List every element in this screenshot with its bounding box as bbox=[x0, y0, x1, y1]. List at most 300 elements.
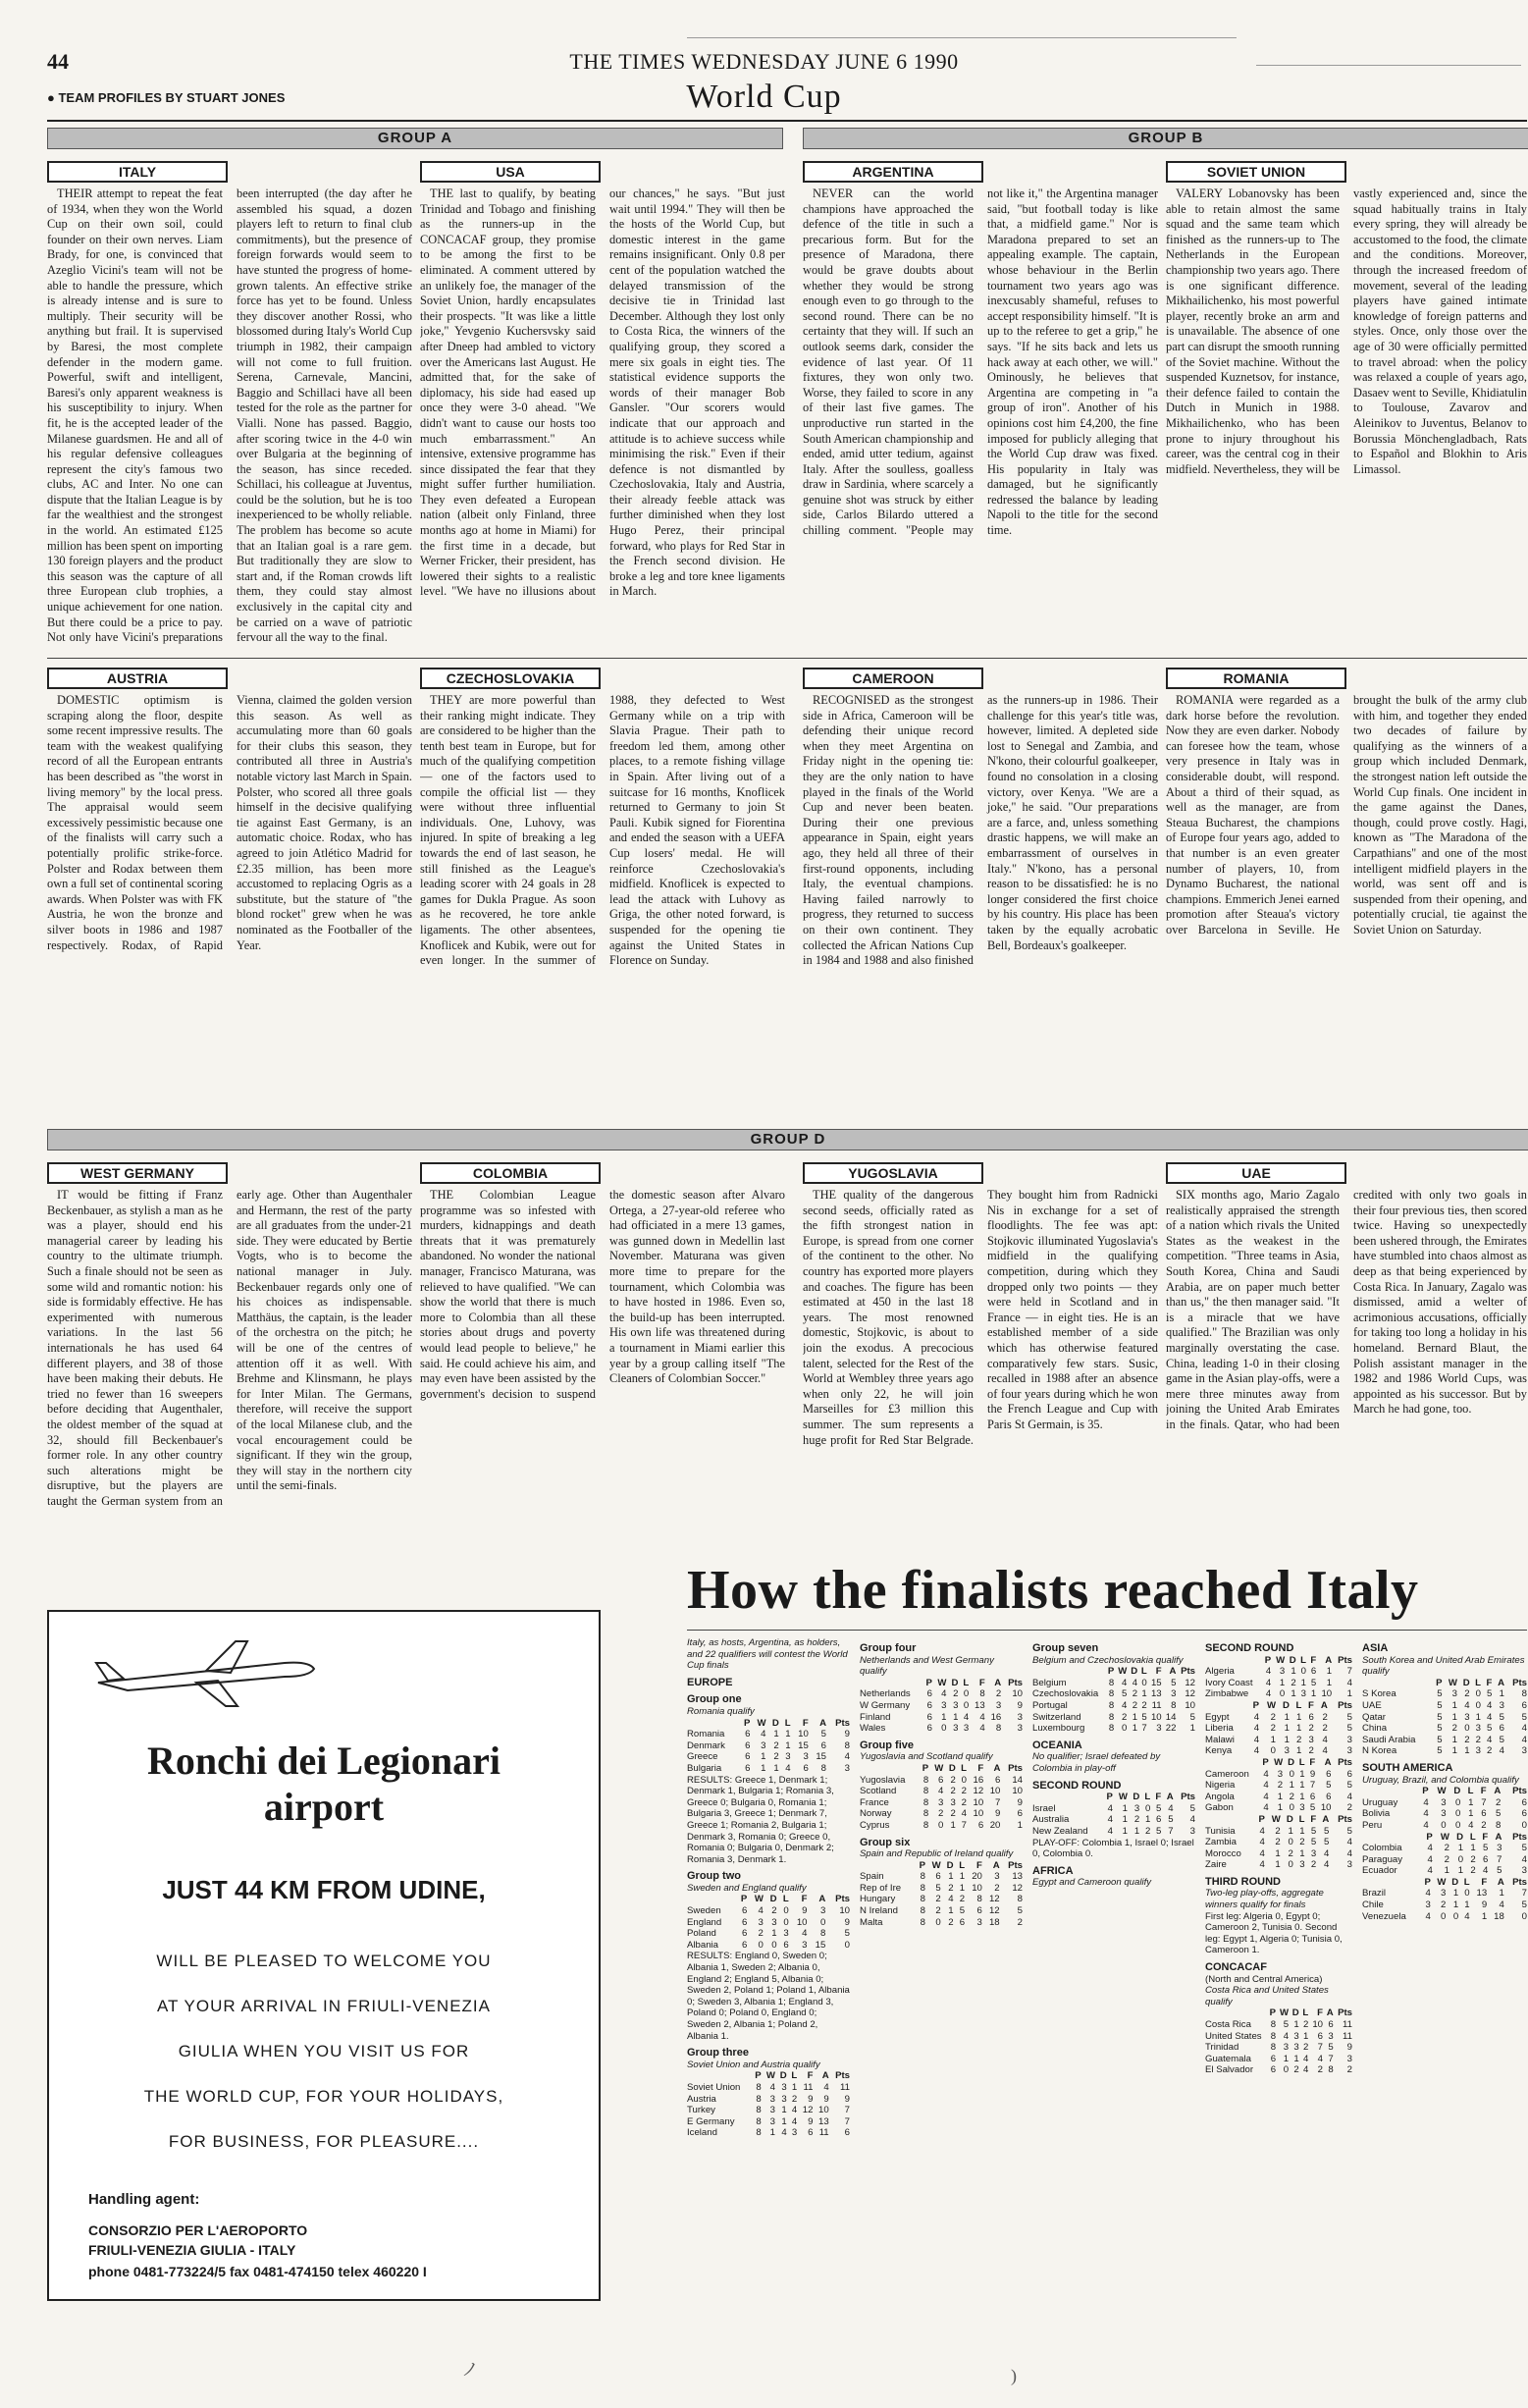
stat-cell: 3 bbox=[791, 2127, 798, 2139]
stat-cell: 4 bbox=[1464, 1910, 1470, 1922]
table-header-cell: A bbox=[1494, 1786, 1502, 1797]
stat-cell: 9 bbox=[1309, 1768, 1316, 1780]
table-row bbox=[860, 1820, 1023, 1832]
stat-cell: 18 bbox=[988, 1916, 1000, 1928]
stat-cell: 2 bbox=[1496, 1796, 1502, 1808]
stat-cell: 0 bbox=[1300, 1666, 1306, 1678]
table-header-cell: D bbox=[779, 2070, 787, 2082]
stat-cell: 6 bbox=[741, 1928, 748, 1940]
stat-cell: 2 bbox=[938, 1808, 944, 1820]
table-header-cell: P bbox=[919, 1859, 925, 1871]
group-three-heading: Group three bbox=[687, 2047, 749, 2060]
table-header-cell: P bbox=[1252, 1699, 1260, 1711]
team-soviet-union-label: SOVIET UNION bbox=[1166, 161, 1346, 183]
oceania-table bbox=[1032, 1792, 1195, 1837]
stat-cell: 2 bbox=[1481, 1819, 1487, 1831]
table-header-cell bbox=[1205, 1700, 1246, 1712]
stat-cell: 1 bbox=[1300, 1677, 1306, 1688]
group-d-bar: GROUP D bbox=[47, 1129, 1528, 1150]
stat-cell: 1 bbox=[959, 1871, 966, 1883]
stat-cell: 4 bbox=[1263, 1802, 1269, 1814]
table-header-cell: Pts bbox=[835, 2070, 850, 2082]
stat-cell: 3 bbox=[1441, 1796, 1447, 1808]
stat-cell: 1 bbox=[1475, 1711, 1481, 1723]
group-one-table bbox=[687, 1718, 850, 1775]
cameroon-text: RECOGNISED as the strongest side in Africa, Cameroon will be defending their unique record when they meet Argentina on Friday night in the opening tie: they are the only nation to have played in the finals of the World Cup and never been beaten. During their one previous appearance in Spain, eight years ago, they held all three of their first-round opponents, including Italy, the eventual champions. Having failed narrowly to progress, they returned to success on their own continent. They collected the African Nations Cup in 1984 and 1988 and also finished as the runners-up in 1986. Their challenge for this year's title was, however, limited. A depleted side lost to Senegal and Zambia, and N'kono, their colourful goalkeeper, found no consolation in a closing victory, over Kenya. "We are a joke," he said. "Our preparations are a farce, and, unless something drastic happens, we will make an embarrassment of ourselves in Italy." N'kono, has a personal reason to be dissatisfied: he is no longer considered the first choice by his country. His place has been taken by the equally acrobatic Bell, Bordeaux's goalkeeper. bbox=[803, 693, 1158, 968]
ad-airport-name bbox=[49, 1738, 599, 1830]
stat-cell: 3 bbox=[994, 1871, 1000, 1883]
stat-cell: 4 bbox=[1132, 1677, 1138, 1688]
team-cell: Saudi Arabia bbox=[1362, 1734, 1416, 1745]
table-header-cell: W bbox=[757, 1717, 766, 1729]
team-cell: United States bbox=[1205, 2030, 1262, 2042]
table-header-cell: W bbox=[1440, 1831, 1449, 1843]
table-header-cell: D bbox=[769, 1894, 777, 1905]
stat-cell: 8 bbox=[1017, 1894, 1023, 1905]
stat-cell: 3 bbox=[1133, 1802, 1140, 1814]
team-cell: Brazil bbox=[1362, 1888, 1386, 1900]
stat-cell: 3 bbox=[953, 1699, 959, 1711]
stat-cell: 6 bbox=[976, 1905, 982, 1917]
table-header-cell: P bbox=[755, 2070, 762, 2082]
stat-cell: 2 bbox=[959, 1894, 966, 1905]
stat-cell: 3 bbox=[761, 1739, 766, 1751]
stat-cell: 2 bbox=[1317, 2064, 1323, 2076]
stat-cell: 1 bbox=[785, 1729, 791, 1740]
team-cell: Rep of Ire bbox=[860, 1882, 902, 1894]
stat-cell: 4 bbox=[758, 1905, 764, 1917]
stat-cell: 4 bbox=[1259, 1847, 1265, 1859]
stat-cell: 1 bbox=[1296, 1723, 1302, 1735]
stat-cell: 15 bbox=[815, 1939, 826, 1951]
stat-cell: 6 bbox=[1481, 1808, 1487, 1820]
stat-cell: 3 bbox=[1189, 1825, 1195, 1837]
stat-cell: 9 bbox=[844, 1916, 850, 1928]
stat-cell: 6 bbox=[959, 1916, 966, 1928]
table-row bbox=[687, 2105, 850, 2116]
ad-line: GIULIA WHEN YOU VISIT US FOR bbox=[178, 2042, 470, 2060]
stat-cell: 7 bbox=[1481, 1796, 1487, 1808]
table-header-cell: L bbox=[1469, 1831, 1476, 1843]
stat-cell: 1 bbox=[1288, 1825, 1293, 1837]
table-row bbox=[1362, 1797, 1527, 1809]
stat-cell: 5 bbox=[1141, 1711, 1147, 1723]
table-row bbox=[687, 1751, 850, 1763]
table-row bbox=[1205, 1745, 1352, 1757]
team-italy-label: ITALY bbox=[47, 161, 228, 183]
stat-cell: 7 bbox=[1328, 2053, 1334, 2064]
stat-cell: 6 bbox=[741, 1939, 748, 1951]
stat-cell: 4 bbox=[1521, 1853, 1527, 1865]
table-header-cell: F bbox=[801, 1894, 808, 1905]
table-header-cell bbox=[1362, 1832, 1419, 1844]
yugoslavia-article bbox=[803, 1188, 1158, 1549]
table-header-cell: D bbox=[1451, 1876, 1459, 1888]
table-header-cell: F bbox=[807, 2070, 814, 2082]
team-cell: Ecuador bbox=[1362, 1865, 1397, 1877]
stat-cell: 4 bbox=[1464, 1699, 1470, 1711]
stat-cell: 13 bbox=[975, 1699, 985, 1711]
stat-cell: 5 bbox=[1310, 1825, 1317, 1837]
stat-cell: 0 bbox=[1454, 1796, 1461, 1808]
stat-cell: 3 bbox=[1328, 2030, 1334, 2042]
africa-group-table bbox=[1205, 1757, 1352, 1814]
stat-cell: 8 bbox=[1521, 1688, 1527, 1700]
results-headline: How the finalists reached Italy bbox=[687, 1560, 1419, 1621]
table-row bbox=[1205, 1848, 1352, 1860]
table-row bbox=[1205, 1826, 1352, 1838]
table-header-cell: F bbox=[1307, 1699, 1314, 1711]
table-header-cell: W bbox=[937, 1677, 947, 1688]
table-row bbox=[687, 2116, 850, 2128]
table-row bbox=[1362, 1712, 1527, 1724]
stat-cell: 3 bbox=[976, 1916, 982, 1928]
stat-cell: 5 bbox=[1486, 1688, 1493, 1700]
stat-cell: 3 bbox=[1441, 1808, 1447, 1820]
team-cell: Belgium bbox=[1032, 1677, 1067, 1688]
group-one-qualify: Romania qualify bbox=[687, 1705, 755, 1717]
team-cell: Austria bbox=[687, 2093, 716, 2105]
stat-cell: 2 bbox=[773, 1739, 779, 1751]
table-header-cell: Pts bbox=[1512, 1831, 1527, 1843]
stat-cell: 5 bbox=[959, 1905, 966, 1917]
results-column-5 bbox=[1362, 1637, 1527, 2325]
team-cell: Iceland bbox=[687, 2127, 717, 2139]
stat-cell: 6 bbox=[1499, 1723, 1505, 1735]
stat-cell: 10 bbox=[1321, 1688, 1333, 1700]
africa-group-table bbox=[1205, 1814, 1352, 1871]
stat-cell: 1 bbox=[785, 1739, 791, 1751]
table-header-cell bbox=[1205, 2007, 1266, 2019]
table-header-cell: A bbox=[1324, 1756, 1332, 1768]
stat-cell: 6 bbox=[820, 1739, 827, 1751]
stat-cell: 2 bbox=[1291, 1677, 1296, 1688]
stat-cell: 11 bbox=[1343, 2019, 1352, 2030]
stat-cell: 8 bbox=[1108, 1677, 1115, 1688]
stat-cell: 1 bbox=[1346, 1688, 1352, 1700]
stat-cell: 8 bbox=[922, 1786, 929, 1797]
stat-cell: 7 bbox=[844, 2115, 850, 2127]
results-column-2 bbox=[860, 1637, 1023, 2325]
stat-cell: 3 bbox=[1277, 1768, 1284, 1780]
stat-cell: 0 bbox=[1283, 2064, 1290, 2076]
asia-qualify: South Korea and United Arab Emirates qualify bbox=[1362, 1654, 1525, 1678]
stat-cell: 3 bbox=[1017, 1723, 1023, 1735]
stat-cell: 5 bbox=[1499, 1734, 1505, 1745]
stat-cell: 0 bbox=[935, 1916, 941, 1928]
team-cell: S Korea bbox=[1362, 1688, 1396, 1700]
stat-cell: 2 bbox=[1270, 1723, 1276, 1735]
stat-cell: 0 bbox=[819, 1916, 826, 1928]
stat-cell: 3 bbox=[1293, 2030, 1299, 2042]
table-header-row bbox=[1362, 1877, 1527, 1889]
stat-cell: 1 bbox=[941, 1711, 947, 1723]
team-cell: Bulgaria bbox=[687, 1762, 722, 1774]
stat-cell: 3 bbox=[1499, 1699, 1505, 1711]
table-header-row bbox=[1032, 1792, 1195, 1803]
team-cell: Wales bbox=[860, 1723, 886, 1735]
usa-article bbox=[420, 187, 785, 648]
stat-cell: 1 bbox=[1277, 1802, 1284, 1814]
stat-cell: 3 bbox=[1283, 2042, 1290, 2054]
colombia-article bbox=[420, 1188, 785, 1549]
team-cell: Portugal bbox=[1032, 1699, 1068, 1711]
stat-cell: 8 bbox=[922, 1819, 929, 1831]
stat-cell: 2 bbox=[1132, 1688, 1138, 1700]
table-header-cell: Pts bbox=[835, 1717, 850, 1729]
team-cell: New Zealand bbox=[1032, 1825, 1088, 1837]
stat-cell: 1 bbox=[1299, 1791, 1305, 1802]
stat-cell: 8 bbox=[920, 1916, 925, 1928]
stat-cell: 2 bbox=[1470, 1853, 1476, 1865]
table-row bbox=[1362, 1900, 1527, 1911]
stat-cell: 2 bbox=[1270, 1711, 1276, 1723]
table-header-cell: F bbox=[1481, 1876, 1488, 1888]
stat-cell: 5 bbox=[1437, 1723, 1443, 1735]
team-cell: Kenya bbox=[1205, 1745, 1233, 1757]
team-czechoslovakia-label: CZECHOSLOVAKIA bbox=[420, 668, 601, 689]
stat-cell: 5 bbox=[1482, 1843, 1489, 1854]
oceania-second-round: SECOND ROUND bbox=[1032, 1779, 1122, 1792]
stat-cell: 1 bbox=[771, 1928, 777, 1940]
stat-cell: 2 bbox=[1444, 1853, 1449, 1865]
team-cell: Costa Rica bbox=[1205, 2019, 1251, 2030]
stat-cell: 5 bbox=[1283, 2019, 1290, 2030]
stat-cell: 4 bbox=[1423, 1796, 1429, 1808]
table-header-cell bbox=[1205, 1655, 1260, 1667]
stat-cell: 2 bbox=[1346, 2064, 1352, 2076]
stat-cell: 0 bbox=[1141, 1677, 1147, 1688]
table-row bbox=[1362, 1723, 1527, 1735]
team-cell: Uruguay bbox=[1362, 1796, 1398, 1808]
stat-cell: 10 bbox=[973, 1796, 984, 1808]
stat-cell: 6 bbox=[1482, 1853, 1489, 1865]
stat-cell: 3 bbox=[1300, 1688, 1306, 1700]
table-row bbox=[1205, 2019, 1352, 2031]
group-five-qualify: Yugoslavia and Scotland qualify bbox=[860, 1751, 993, 1763]
stat-cell: 5 bbox=[1521, 1900, 1527, 1911]
table-header-cell: F bbox=[1317, 2007, 1323, 2019]
stat-cell: 7 bbox=[1168, 1825, 1174, 1837]
stat-cell: 6 bbox=[745, 1729, 751, 1740]
stat-cell: 2 bbox=[1277, 1780, 1284, 1792]
table-header-cell: W bbox=[1437, 1786, 1447, 1797]
stat-cell: 8 bbox=[1270, 2042, 1277, 2054]
stat-cell: 4 bbox=[1323, 1859, 1330, 1871]
stat-cell: 3 bbox=[769, 2093, 775, 2105]
stat-cell: 3 bbox=[1441, 1888, 1447, 1900]
stat-cell: 6 bbox=[1326, 1791, 1332, 1802]
group-two-table bbox=[687, 1894, 850, 1951]
stat-cell: 3 bbox=[1308, 1734, 1314, 1745]
masthead: THE TIMES WEDNESDAY JUNE 6 1990 bbox=[569, 49, 959, 74]
table-header-row bbox=[1205, 2007, 1352, 2019]
stat-cell: 3 bbox=[1156, 1723, 1162, 1735]
table-header-cell: P bbox=[1426, 1831, 1433, 1843]
table-header-cell: Pts bbox=[1008, 1859, 1023, 1871]
stat-cell: 1 bbox=[950, 1819, 956, 1831]
stat-cell: 2 bbox=[1121, 1711, 1128, 1723]
stat-cell: 1 bbox=[1296, 1745, 1302, 1757]
stat-cell: 10 bbox=[973, 1808, 984, 1820]
table-row bbox=[860, 1775, 1023, 1787]
team-cell: Ivory Coast bbox=[1205, 1677, 1253, 1688]
table-header-cell: A bbox=[1322, 1813, 1330, 1825]
table-row bbox=[860, 1917, 1023, 1929]
stat-cell: 0 bbox=[783, 1916, 789, 1928]
stat-cell: 1 bbox=[1451, 1699, 1457, 1711]
table-header-cell: P bbox=[1424, 1876, 1431, 1888]
stat-cell: 2 bbox=[950, 1808, 956, 1820]
stat-cell: 8 bbox=[922, 1774, 929, 1786]
stat-cell: 3 bbox=[963, 1723, 970, 1735]
stat-cell: 4 bbox=[1107, 1825, 1113, 1837]
table-header-cell bbox=[1362, 1877, 1419, 1889]
stat-cell: 1 bbox=[1299, 1768, 1305, 1780]
table-header-cell bbox=[1032, 1792, 1101, 1803]
table-header-cell: P bbox=[1264, 1654, 1272, 1666]
stat-cell: 5 bbox=[1155, 1802, 1162, 1814]
table-header-cell bbox=[860, 1678, 922, 1689]
stat-cell: 1 bbox=[1299, 1825, 1305, 1837]
table-header-cell: Pts bbox=[1338, 1813, 1352, 1825]
team-cell: W Germany bbox=[860, 1699, 911, 1711]
stat-cell: 2 bbox=[1302, 2019, 1309, 2030]
table-row bbox=[687, 2127, 850, 2139]
team-cell: Zaire bbox=[1205, 1859, 1227, 1871]
stat-cell: 4 bbox=[1427, 1843, 1433, 1854]
stat-cell: 0 bbox=[1121, 1723, 1128, 1735]
stat-cell: 3 bbox=[1521, 1865, 1527, 1877]
group-six-table bbox=[860, 1860, 1023, 1929]
stat-cell: 4 bbox=[1121, 1699, 1128, 1711]
team-cell: N Korea bbox=[1362, 1745, 1397, 1757]
stat-cell: 0 bbox=[1475, 1688, 1481, 1700]
team-cell: Bolivia bbox=[1362, 1808, 1391, 1820]
team-cell: Guatemala bbox=[1205, 2053, 1251, 2064]
stat-cell: 8 bbox=[756, 2105, 762, 2116]
stat-cell: 0 bbox=[1441, 1819, 1447, 1831]
team-cell: Hungary bbox=[860, 1894, 896, 1905]
stat-cell: 6 bbox=[926, 1723, 932, 1735]
group-three-qualify: Soviet Union and Austria qualify bbox=[687, 2059, 820, 2070]
table-row bbox=[860, 1712, 1023, 1724]
stat-cell: 5 bbox=[1168, 1814, 1174, 1826]
africa-heading: AFRICA bbox=[1032, 1864, 1074, 1877]
italy-text: THEIR attempt to repeat the feat of 1934, when they won the World Cup on their own soil, could founder on their own nerves. Liam Brady, for one, is convinced that Azeglio Vicini's team will not be able to handle the pressure, which is already intense and is sure to multiply. Their security will be anything but frail. It is supervised by Baresi, the most complete defender in the modern game. Powerful, swift and intelligent, Baresi's only apparent weakness is his susceptibility to injury. When fit, he is the accepted leader of the Milanese guardsmen. He and all of his regular defensive colleagues represent the city's famous two clubs, AC and Inter. No one can dispute that the Italian League is by far the wealthiest and the strongest in the world. An estimated £125 million has been spent on importing 130 foreign players and the product this season was the capture of all three European club trophies, a unique achievement for one nation. But there could be a price to pay. Not only have Vicini's preparations been interrupted (the day after he assembled his squad, a dozen players left to return to final club commitments), but the presence of foreign forwards would seem to have stunted the progress of home-grown talents. An effective strike force has yet to be found. Unless they discover another Rossi, who blossomed during Italy's World Cup triumph in 1982, their campaign will not come to full fruition. Serena, Carnevale, Mancini, Baggio and Schillaci have all been tested for the role as the partner for Vialli. None has passed. Baggio, after scoring twice in the 4-0 win over Bulgaria at the beginning of the season, has since receded. Schillaci, his colleague at Juventus, could be the solution, but he is too inexperienced to be wholly reliable. The problem has become so acute that an Italian goal is a rare gem. But traditionally they are slow to start and, if the Roman crowds lift them, they could stay almost exclusively in the capital city and be carried on a wave of patriotic fervour all the way to the final. bbox=[47, 187, 412, 645]
table-header-cell bbox=[687, 1894, 734, 1905]
europe-heading: EUROPE bbox=[687, 1676, 733, 1688]
table-row bbox=[1362, 1688, 1527, 1700]
group-three-table bbox=[687, 2070, 850, 2139]
ad-name-line1: Ronchi dei Legionari bbox=[146, 1739, 501, 1783]
stat-cell: 11 bbox=[840, 2081, 850, 2093]
stat-cell: 5 bbox=[1497, 1865, 1502, 1877]
table-header-row bbox=[1205, 1814, 1352, 1826]
stat-cell: 0 bbox=[1521, 1910, 1527, 1922]
table-header-cell: D bbox=[1286, 1813, 1293, 1825]
stat-cell: 12 bbox=[1012, 1882, 1023, 1894]
oceania-qualify: No qualifier; Israel defeated by Colombia in play-off bbox=[1032, 1751, 1161, 1774]
stat-cell: 5 bbox=[820, 1729, 827, 1740]
table-header-cell: W bbox=[931, 1859, 941, 1871]
team-cell: Spain bbox=[860, 1871, 884, 1883]
stat-cell: 1 bbox=[791, 2081, 798, 2093]
stat-cell: 2 bbox=[1293, 2064, 1299, 2076]
stat-cell: 4 bbox=[1265, 1688, 1272, 1700]
stat-cell: 10 bbox=[796, 1916, 808, 1928]
stat-cell: 1 bbox=[1451, 1745, 1457, 1757]
team-argentina-label: ARGENTINA bbox=[803, 161, 983, 183]
stat-cell: 15 bbox=[816, 1751, 827, 1763]
table-header-cell: F bbox=[977, 1762, 984, 1774]
stat-cell: 4 bbox=[781, 2127, 787, 2139]
stat-cell: 9 bbox=[844, 1729, 850, 1740]
stat-cell: 5 bbox=[1437, 1711, 1443, 1723]
stat-cell: 4 bbox=[1263, 1780, 1269, 1792]
stat-cell: 1 bbox=[1299, 1780, 1305, 1792]
stat-cell: 8 bbox=[1270, 2019, 1277, 2030]
czechoslovakia-text: THEY are more powerful than their ranking might indicate. They are considered to be higher than the tenth best team in Europe, but for much of the qualifying competition — one of the factors used to compile the official list — they were without three influential individuals. One, Luhovy, was injured. In spite of breaking a leg towards the end of last season, he still finished as the League's leading scorer with 24 goals in 28 games for Dukla Prague. As soon as he recovered, he tore ankle ligaments. The other absentees, Knoflicek and Kubik, were out for even longer. In the summer of 1988, they defected to West Germany while on a trip with Slavia Prague. Their path to freedom led them, among other places, to a remote fishing village in Spain. After living out of a suitcase for 16 months, Knoflicek returned to Germany to join St Pauli. Kubik signed for Fiorentina and ended the season with a UEFA Cup losers' medal. He will reinforce Czechoslovakia's midfield. Knoflicek is expected to lead the attack with Luhovy as Griga, the other noted forward, is suspended for the opening tie against the United States in Florence on Sunday. bbox=[420, 693, 785, 968]
stat-cell: 9 bbox=[844, 2093, 850, 2105]
africa-group-table bbox=[1205, 1700, 1352, 1757]
stat-cell: 13 bbox=[1150, 1688, 1162, 1700]
stat-cell: 3 bbox=[1521, 1745, 1527, 1757]
table-row bbox=[1032, 1712, 1195, 1724]
team-cell: Australia bbox=[1032, 1814, 1070, 1826]
usa-text: THE last to qualify, by beating Trinidad and Tobago and finishing as the runners-up in the CONCACAF group, they promise to be among the first to be eliminated. A comment uttered by an unlikely foe, the manager of the Soviet Union, hardly encapsulates their prospects. "It was like a little joke," Yevgenio Kuchersvsky said after Dneep had ambled to victory over the Americans last August. He admitted that, for the sake of diplomacy, his side had eased up once they were 3-0 ahead. "We didn't want to cause our hosts too much embarrassment." An intensive, extensive programme has since dissipated the fear that they might suffer further humiliation. They even defeated a European nation (albeit only Finland, three months ago at home in Miami) for the first time in a decade, but Werner Fricker, their president, has lowered their sights to a realistic level. "We have no illusions about our chances," he says. "But just wait until 1994." They will then be the hosts of the World Cup, but domestic interest in the game remains insignificant. Only 0.8 per cent of the population watched the delayed transmission of the decisive tie in Trinidad last December. Although they lost only to Costa Rica, the winners of the qualifying group, they scored a mere six goals in eight ties. The statistical evidence supports the words of their manager Bob Gansler. "Our scorers would indicate that our approach and attitude is to achieve success while minimising the risk." Even if their defence is not dismantled by Czechoslovakia, Italy and Austria, their already feeble attack was further diminished when they lost Hugo Perez, their principal forward, who plays for Red Star in the French second division. He broke a leg and tore knee ligaments in March. bbox=[420, 187, 785, 599]
ad-agent-label: Handling agent: bbox=[88, 2191, 200, 2208]
stat-cell: 0 bbox=[1464, 1888, 1470, 1900]
table-row bbox=[1205, 1780, 1352, 1792]
stat-cell: 6 bbox=[1270, 2064, 1277, 2076]
team-cell: Soviet Union bbox=[687, 2081, 741, 2093]
stat-cell: 4 bbox=[1263, 1768, 1269, 1780]
table-row bbox=[860, 1700, 1023, 1712]
stat-cell: 8 bbox=[1108, 1688, 1115, 1700]
stat-cell: 1 bbox=[1452, 1888, 1459, 1900]
stat-cell: 3 bbox=[769, 2105, 775, 2116]
stat-cell: 4 bbox=[761, 1729, 766, 1740]
stat-cell: 9 bbox=[808, 2093, 814, 2105]
stat-cell: 4 bbox=[1486, 1734, 1493, 1745]
stat-cell: 1 bbox=[1468, 1808, 1474, 1820]
table-header-cell: D bbox=[1283, 1699, 1290, 1711]
stat-cell: 11 bbox=[1343, 2030, 1352, 2042]
group-five-heading: Group five bbox=[860, 1739, 915, 1751]
africa-third-round: THIRD ROUND bbox=[1205, 1875, 1281, 1888]
team-colombia-label: COLOMBIA bbox=[420, 1162, 601, 1184]
uae-article bbox=[1166, 1188, 1527, 1549]
team-cell: Denmark bbox=[687, 1739, 725, 1751]
team-cell: Zambia bbox=[1205, 1837, 1237, 1848]
group-four-table bbox=[860, 1678, 1023, 1735]
stat-cell: 20 bbox=[972, 1871, 982, 1883]
table-header-cell: D bbox=[951, 1677, 959, 1688]
stat-cell: 10 bbox=[798, 1729, 809, 1740]
team-cell: UAE bbox=[1362, 1699, 1382, 1711]
argentina-text: NEVER can the world champions have approached the defence of the title in such a precarious form. But for the presence of Maradona, there would be grave doubts about whether they would be strong enough even to go through to the second round. There can be no certainty that they will. If such an outlook seems dark, consider the evidence of last year. Of 11 fixtures, they won only two. Worse, they failed to score in any of their last five games. The unproductive run started in the South American championship and ended, amid utter tedium, against Italy. After the soulless, goalless draw in Sardinia, where scarcely a genuine shot was struck by either side, Carlos Bilardo uttered a chilling comment. "People may not like it," the Argentina manager said, "but football today is like that, a midfield game." Nor is Maradona prepared to set an appealing example. The captain, whose behaviour in the Berlin tournament two years ago was inexcusably shameful, refuses to accept responsibility himself. "It is up to the referee to get a grip," he says. "If he sits back and lets us hack away at each other, we will." Ominously, he believes that Argentina are competing in "a group of iron". Another of his opinions cost him £4,200, the fine imposed for publicly alleging that the World Cup draw was fixed. His popularity in Italy was damaged, but he significantly redressed the balance by leading Napoli to the title for the second time. bbox=[803, 187, 1158, 538]
table-row bbox=[1362, 1700, 1527, 1712]
table-header-cell: W bbox=[1276, 1654, 1286, 1666]
table-header-cell: A bbox=[821, 2070, 829, 2082]
team-romania-label: ROMANIA bbox=[1166, 668, 1346, 689]
table-header-cell: W bbox=[1437, 1876, 1447, 1888]
stat-cell: 3 bbox=[1017, 1711, 1023, 1723]
stat-cell: 1 bbox=[1457, 1865, 1464, 1877]
table-header-cell bbox=[860, 1860, 914, 1872]
concacaf-subheading: (North and Central America) bbox=[1205, 1973, 1323, 1985]
